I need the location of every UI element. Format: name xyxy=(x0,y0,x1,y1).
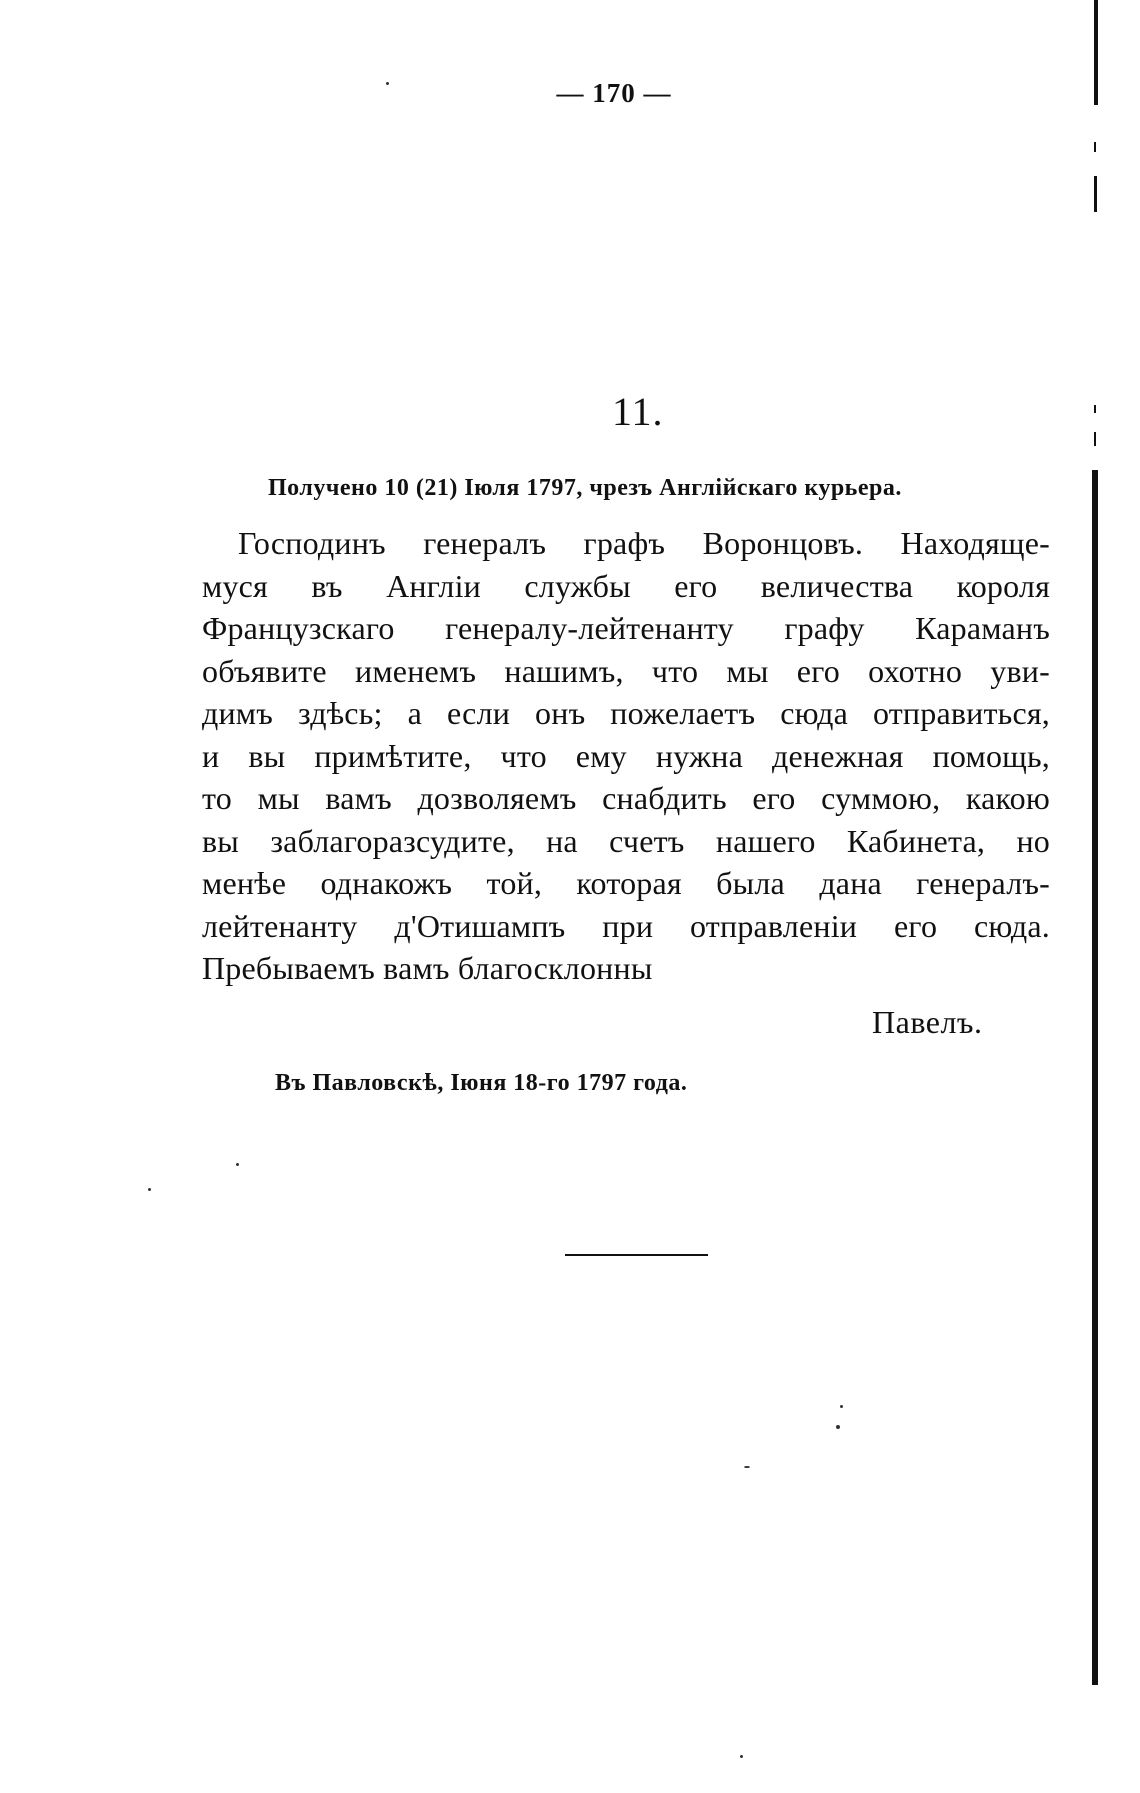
scan-speck xyxy=(836,1425,840,1429)
signature: Павелъ. xyxy=(872,1004,983,1040)
body-line: Господинъ генералъ графъ Воронцовъ. Находяще- xyxy=(238,525,1050,561)
body-line: вы заблагоразсудите, на счетъ нашего Кабинета, но xyxy=(202,822,1050,859)
scan-speck xyxy=(744,1466,750,1468)
body-line: и вы примѣтите, что ему нужна денежная помощь, xyxy=(202,737,1050,774)
page-number xyxy=(0,78,1140,109)
body-line: объявите именемъ нашимъ, что мы его охотно уви- xyxy=(202,652,1050,689)
scan-speck xyxy=(386,82,389,85)
page-number-text: — 170 — xyxy=(556,78,672,108)
scan-edge-mark xyxy=(1094,142,1096,152)
letter-body xyxy=(202,522,1050,990)
scan-speck xyxy=(740,1755,743,1758)
scan-speck xyxy=(148,1188,151,1191)
scan-speck xyxy=(840,1405,843,1408)
document-number: 11. xyxy=(612,389,664,434)
scan-edge-line-top xyxy=(1094,0,1098,105)
body-line: Пребываемъ вамъ благосклонны xyxy=(202,950,653,986)
scan-speck xyxy=(236,1163,239,1166)
body-line: Французскаго генералу-лейтенанту графу Караманъ xyxy=(202,610,1050,646)
received-note: Получено 10 (21) Іюля 1797, чрезъ Англійскаго курьера. xyxy=(268,475,902,501)
body-line: муся въ Англіи службы его величества короля xyxy=(202,567,1050,604)
end-rule-divider xyxy=(565,1254,708,1256)
scan-edge-mark xyxy=(1094,405,1096,413)
scan-edge-mark xyxy=(1094,176,1097,212)
body-line: димъ здѣсь; а если онъ пожелаетъ сюда отправиться, xyxy=(202,695,1050,731)
scan-edge-line-bottom xyxy=(1092,470,1098,1685)
body-line: менѣе однакожъ той, которая была дана генералъ- xyxy=(202,865,1050,901)
body-line: лейтенанту д'Отишампъ при отправленіи его сюда. xyxy=(202,907,1050,944)
scan-edge-mark xyxy=(1094,432,1096,446)
body-line: то мы вамъ дозволяемъ снабдить его суммою, какою xyxy=(202,780,1050,816)
place-date: Въ Павловскѣ, Іюня 18-го 1797 года. xyxy=(275,1070,688,1096)
